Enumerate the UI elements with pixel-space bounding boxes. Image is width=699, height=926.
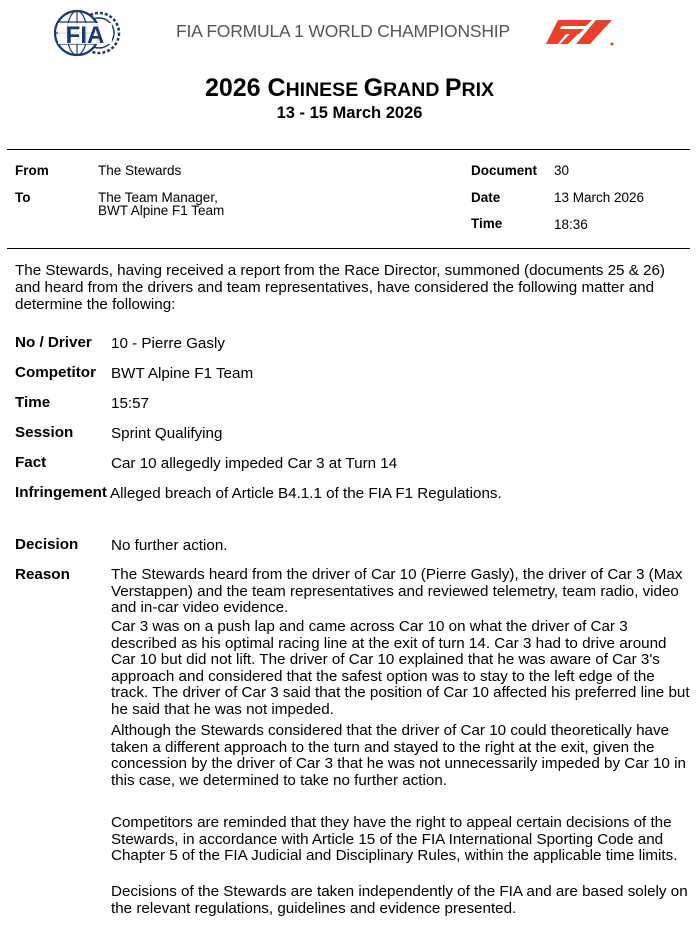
decision-value: No further action. xyxy=(111,537,228,554)
document-value: 30 xyxy=(554,163,570,178)
title-part: 2026 xyxy=(204,74,268,102)
detail-label: Competitor xyxy=(15,364,96,381)
to-label: To xyxy=(15,190,31,205)
from-value: The Stewards xyxy=(98,163,182,178)
detail-value: 15:57 xyxy=(111,395,150,412)
championship-title: FIA FORMULA 1 WORLD CHAMPIONSHIP xyxy=(176,21,510,41)
event-title xyxy=(0,74,699,103)
detail-label: Fact xyxy=(15,454,47,471)
independence-notice: Decisions of the Stewards are taken independently of the FIA and are based solely on the relevant regulations, guidelines and evidence presented. xyxy=(111,883,688,917)
reason-label: Reason xyxy=(15,566,70,583)
fia-logo xyxy=(52,8,124,58)
title-part: C xyxy=(267,74,286,102)
event-dates: 13 - 15 March 2026 xyxy=(276,104,423,122)
time-value: 18:36 xyxy=(554,217,588,232)
detail-label: Session xyxy=(15,424,74,441)
f1-logo xyxy=(546,18,616,46)
detail-label: Infringement xyxy=(15,484,107,501)
title-part: G xyxy=(363,74,384,102)
detail-value: Car 10 allegedly impeded Car 3 at Turn 14 xyxy=(111,455,398,472)
detail-value: BWT Alpine F1 Team xyxy=(111,365,254,382)
date-value: 13 March 2026 xyxy=(554,190,645,205)
to-value-line2: BWT Alpine F1 Team xyxy=(98,203,225,218)
title-part: RIX xyxy=(461,79,495,101)
fia-logo-text: FIA xyxy=(65,22,105,49)
detail-value: 10 - Pierre Gasly xyxy=(111,335,225,352)
title-part: P xyxy=(444,74,462,102)
detail-label: No / Driver xyxy=(15,334,92,351)
title-part: HINESE xyxy=(285,79,364,101)
appeal-notice: Competitors are reminded that they have the right to appeal certain decisions of the Stewards, in accordance with Article 15 of the FIA International Sporting Code and Chapter 5 of the FIA Judicial and Disciplinary Rules, within the applicable time limits. xyxy=(111,814,678,865)
date-label: Date xyxy=(471,190,501,205)
reason-paragraph: Car 3 was on a push lap and came across Car 10 on what the driver of Car 3 described as his optimal racing line at the exit of turn 14. Car 3 had to drive around Car 10 but did not lift. The driver of Car 10 explained that he was aware of Car 3's approach and considered that the safest option was to stay to the left edge of the track. The driver of Car 3 said that the position of Car 10 affected his preferred line but he said that he was not impeded. xyxy=(111,618,690,718)
divider xyxy=(7,248,690,249)
title-part: RAND xyxy=(383,79,445,101)
to-value-line1: The Team Manager, xyxy=(98,190,218,205)
document-label: Document xyxy=(471,163,538,178)
reason-paragraph: The Stewards heard from the driver of Car 10 (Pierre Gasly), the driver of Car 3 (Max Verstappen) and the team representatives and reviewed telemetry, team radio, video and in-car video evidence. xyxy=(111,566,683,617)
from-label: From xyxy=(15,163,49,178)
detail-label: Time xyxy=(15,394,51,411)
divider xyxy=(7,149,690,150)
intro-text: The Stewards, having received a report from the Race Director, summoned (documents 25 & 26) and heard from the drivers and team representatives, have considered the following matter and determine the following: xyxy=(15,262,665,313)
decision-label: Decision xyxy=(15,536,79,553)
time-label: Time xyxy=(471,216,503,231)
detail-value: Sprint Qualifying xyxy=(111,425,223,442)
detail-value: Alleged breach of Article B4.1.1 of the FIA F1 Regulations. xyxy=(110,485,502,502)
reason-paragraph: Although the Stewards considered that the driver of Car 10 could theoretically have taken a different approach to the turn and stayed to the right at the exit, given the concession by the driver of Car 3 that he was not unnecessarily impeded by Car 10 in this case, we determined to take no further action. xyxy=(111,722,686,789)
